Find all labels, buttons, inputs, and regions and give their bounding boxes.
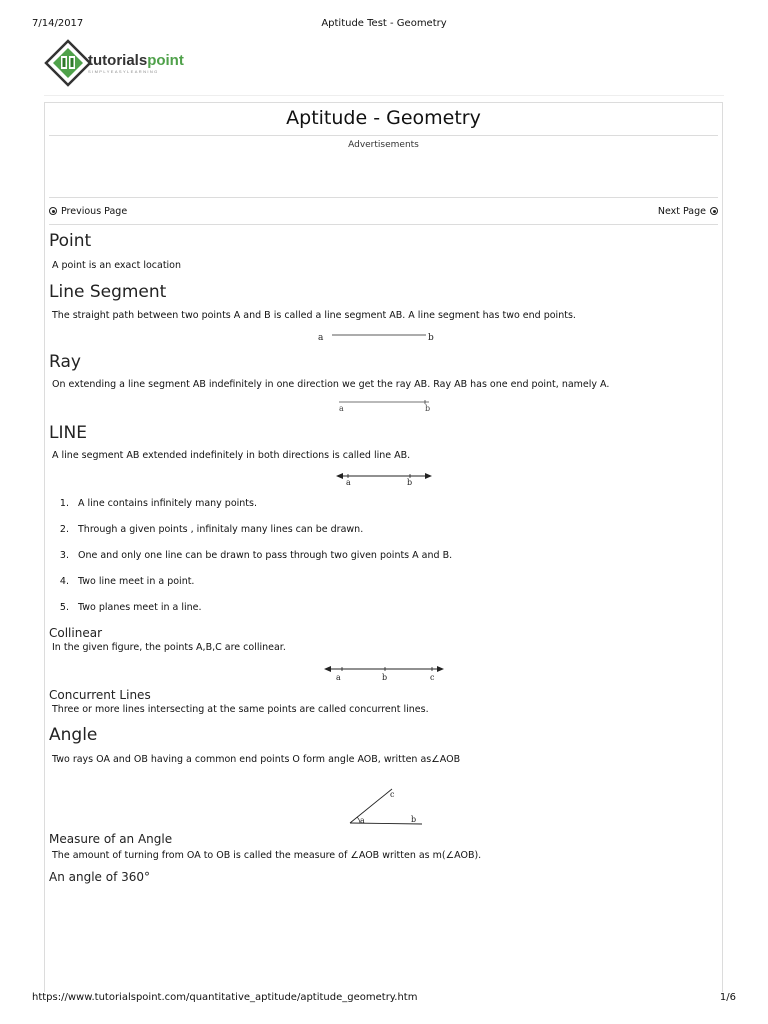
circle-bullet-icon xyxy=(49,207,57,215)
line-segment-figure xyxy=(314,325,454,349)
fig-label-a: a xyxy=(338,404,344,413)
print-header xyxy=(32,18,736,29)
print-url: https://www.tutorialspoint.com/quantitative_aptitude/aptitude_geometry.htm xyxy=(32,992,418,1003)
line-figure xyxy=(334,469,434,491)
header-divider xyxy=(44,95,724,96)
section-text-ray: On extending a line segment AB indefinitely in one direction we get the ray AB. Ray AB has one end point, namely A. xyxy=(52,379,610,390)
ray-figure xyxy=(329,398,439,420)
fig-label-a: a xyxy=(335,673,341,682)
logo-tagline: SIMPLYEASYLEARNING xyxy=(88,68,159,74)
section-heading-collinear: Collinear xyxy=(49,626,102,640)
logo-text xyxy=(88,53,184,74)
list-item: 2. Through a given points , infinitaly many lines can be drawn. xyxy=(72,523,722,537)
fig-label-a: a xyxy=(359,816,365,825)
section-heading-concurrent: Concurrent Lines xyxy=(49,688,151,702)
page-title: Aptitude - Geometry xyxy=(49,103,718,136)
fig-label-b: b xyxy=(381,673,387,682)
fig-label-a: a xyxy=(317,333,323,343)
content-box xyxy=(44,102,723,992)
page-nav xyxy=(49,198,718,225)
section-text-concurrent: Three or more lines intersecting at the same points are called concurrent lines. xyxy=(52,704,429,715)
list-item: 3. One and only one line can be drawn to pass through two given points A and B. xyxy=(72,549,722,563)
print-title: Aptitude Test - Geometry xyxy=(321,18,447,29)
previous-page-link[interactable] xyxy=(49,206,127,217)
section-text-line: A line segment AB extended indefinitely in both directions is called line AB. xyxy=(52,450,411,461)
advertisements xyxy=(49,136,718,198)
fig-label-b: b xyxy=(410,815,416,824)
fig-label-a: a xyxy=(345,478,351,487)
fig-label-b: b xyxy=(406,478,412,487)
line-properties-list xyxy=(45,497,722,615)
section-heading-line: LINE xyxy=(49,423,87,443)
logo-diamond-icon xyxy=(44,39,92,87)
section-heading-angle-360: An angle of 360° xyxy=(49,870,151,884)
list-item: 4. Two line meet in a point. xyxy=(72,575,722,589)
collinear-figure xyxy=(322,663,446,685)
next-page-label: Next Page xyxy=(657,205,706,217)
section-heading-angle: Angle xyxy=(49,725,98,745)
circle-bullet-icon xyxy=(710,207,718,215)
list-item: 1. A line contains infinitely many points. xyxy=(72,497,722,511)
site-logo[interactable] xyxy=(44,38,214,88)
angle-figure xyxy=(342,783,426,829)
logo-text-main: tutorials xyxy=(88,51,148,69)
fig-label-b: b xyxy=(427,333,434,343)
next-page-link[interactable] xyxy=(658,206,718,217)
section-text-point: A point is an exact location xyxy=(52,260,182,271)
previous-page-label: Previous Page xyxy=(61,205,128,217)
section-text-angle: Two rays OA and OB having a common end points O form angle AOB, written as∠AOB xyxy=(52,754,461,765)
section-text-measure: The amount of turning from OA to OB is called the measure of ∠AOB written as m(∠AOB). xyxy=(52,850,482,861)
section-heading-line-segment: Line Segment xyxy=(49,282,167,302)
section-heading-measure: Measure of an Angle xyxy=(49,832,173,846)
section-text-collinear: In the given figure, the points A,B,C are collinear. xyxy=(52,642,286,653)
print-page-number: 1/6 xyxy=(719,992,736,1003)
fig-label-c: c xyxy=(429,673,434,682)
section-text-line-segment: The straight path between two points A and B is called a line segment AB. A line segment has two end points. xyxy=(52,310,576,321)
print-footer xyxy=(32,992,736,1003)
section-heading-ray: Ray xyxy=(49,352,81,372)
fig-label-c: c xyxy=(389,790,394,799)
section-heading-point: Point xyxy=(49,231,92,251)
list-item: 5. Two planes meet in a line. xyxy=(72,601,722,615)
ads-label: Advertisements xyxy=(348,140,419,150)
print-date: 7/14/2017 xyxy=(32,18,84,29)
fig-label-b: b xyxy=(424,404,430,413)
logo-text-accent: point xyxy=(147,51,184,69)
